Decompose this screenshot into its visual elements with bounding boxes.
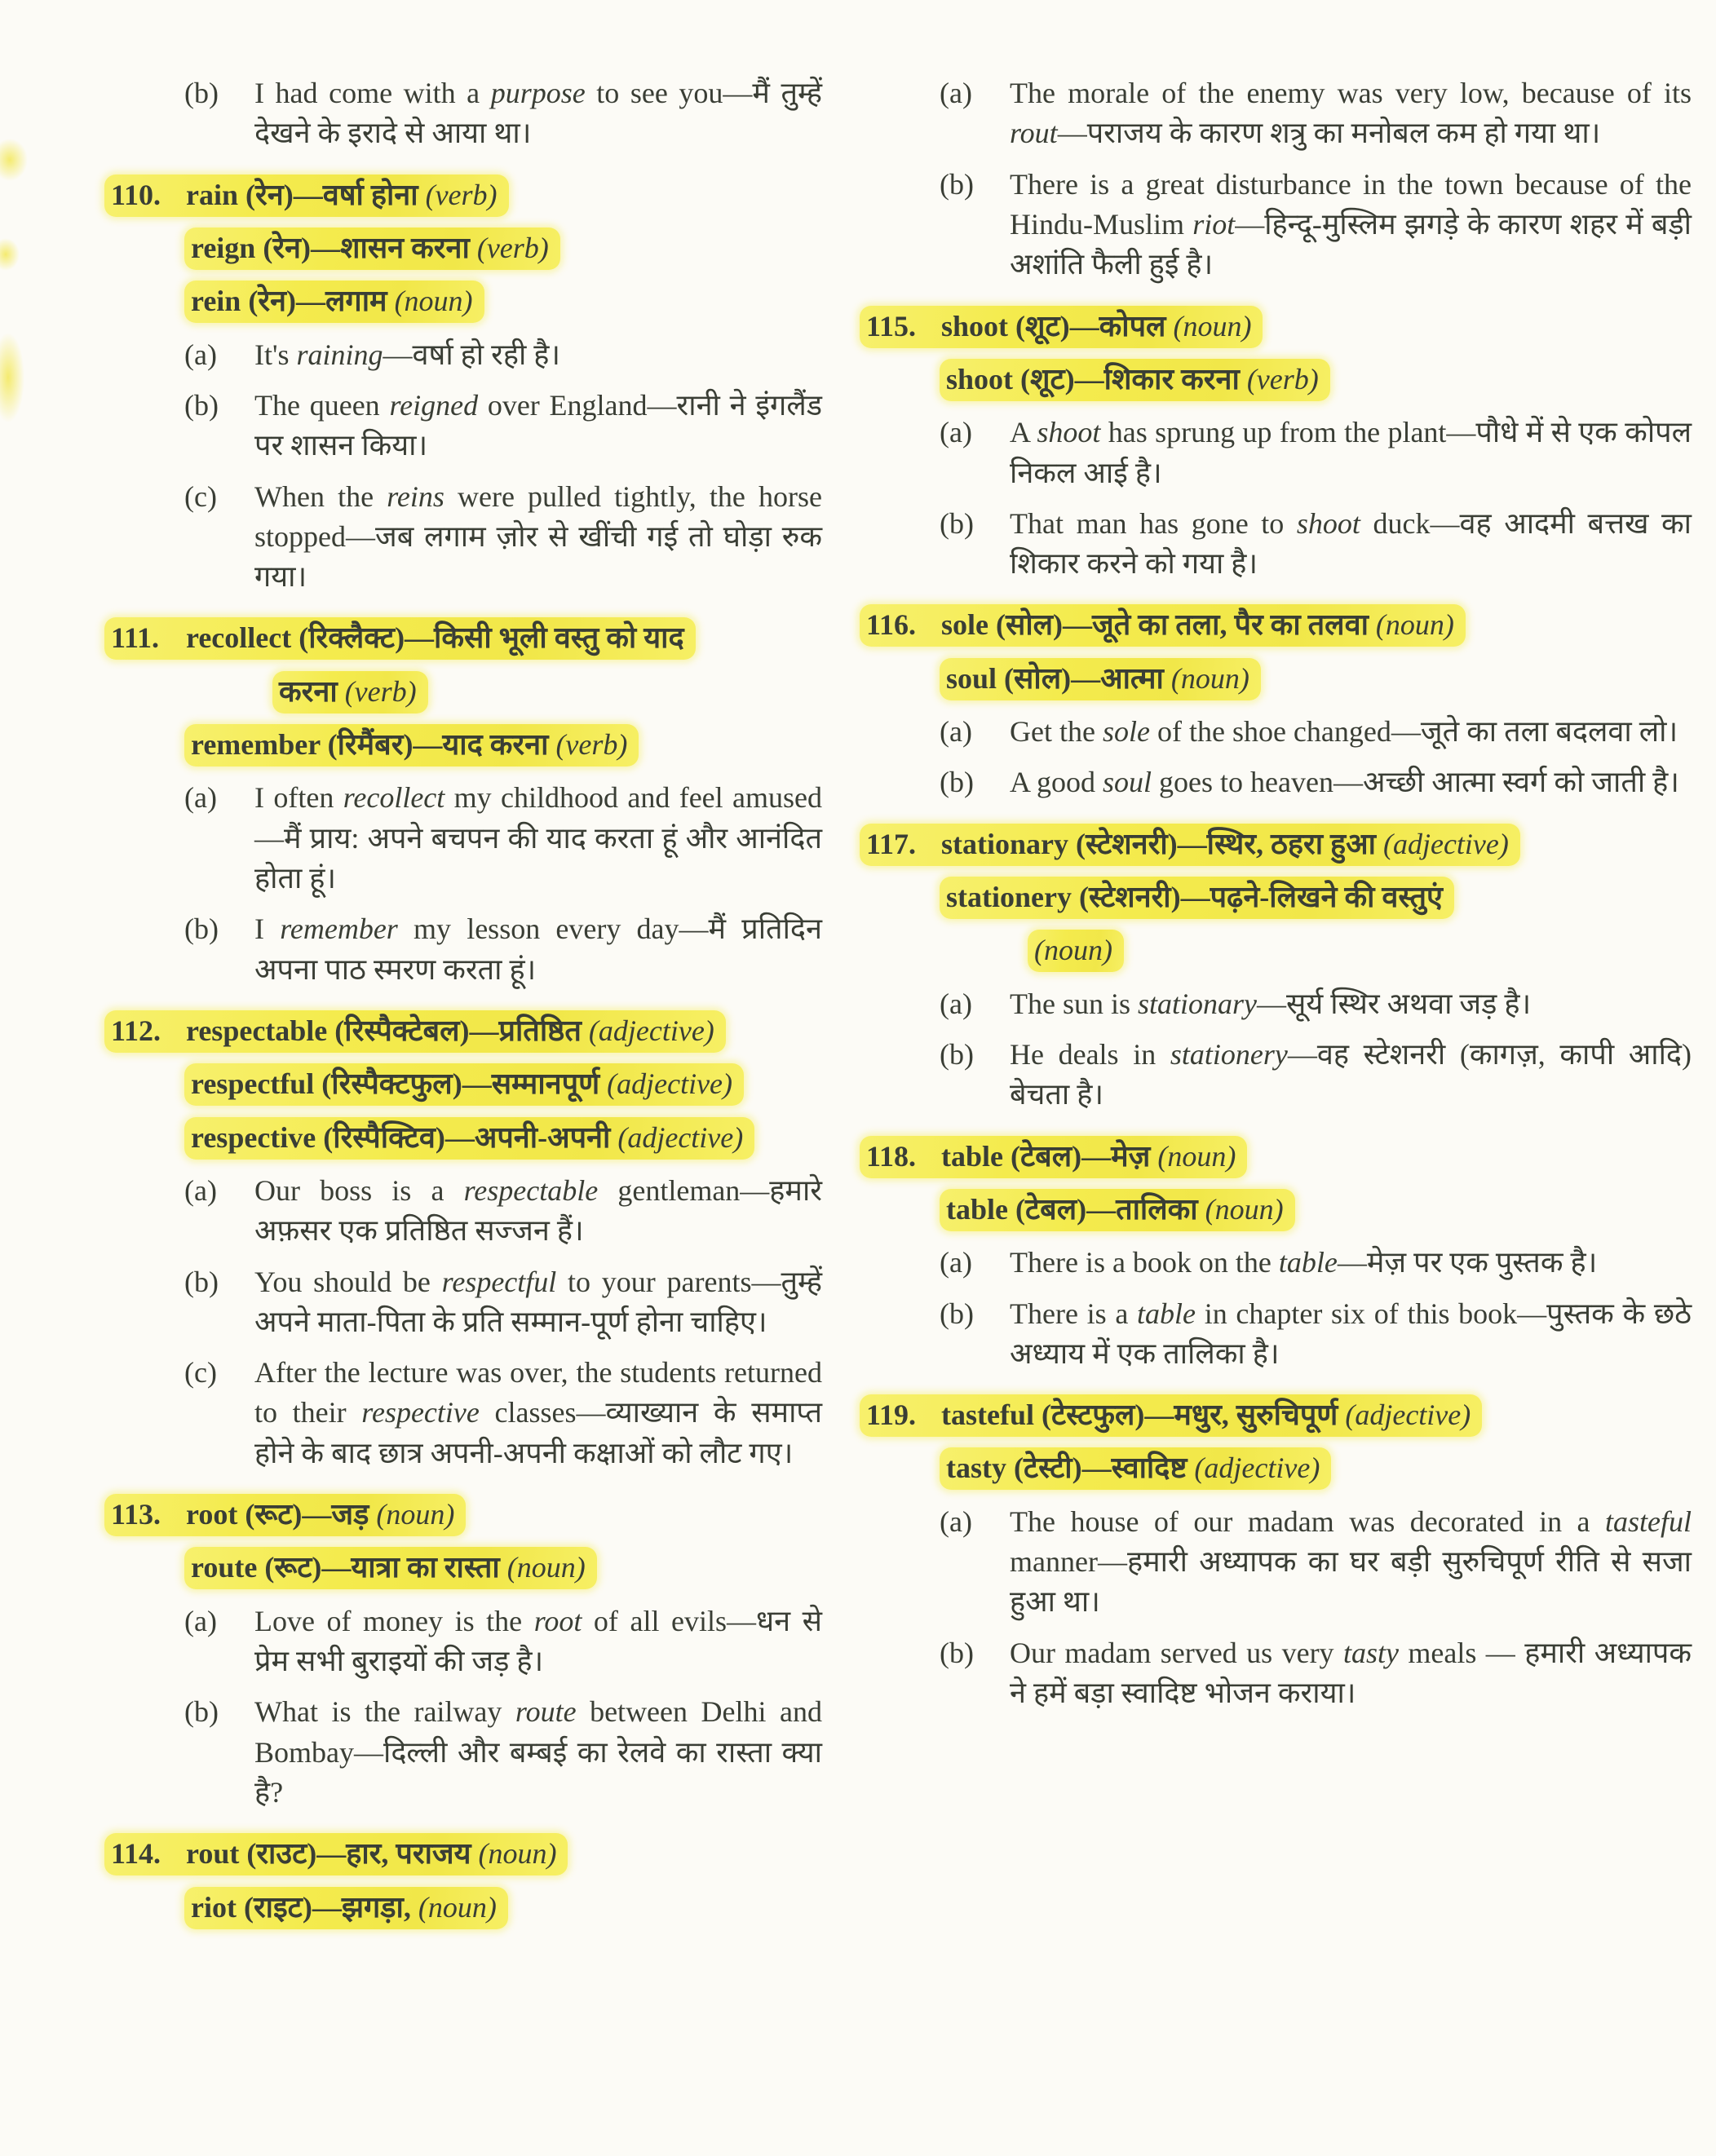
- text-segment: (adjective): [617, 1120, 744, 1154]
- text-segment: (रिक्लैक्ट)—किसी भूली वस्तु को याद: [291, 621, 684, 655]
- highlight-stroke: [104, 617, 696, 660]
- example-text: [1010, 504, 1695, 585]
- entry-111: [104, 618, 825, 990]
- text-segment: tasteful: [941, 1398, 1034, 1432]
- highlight-stroke: [184, 228, 560, 270]
- headword-line: [860, 605, 1695, 645]
- text-segment: (सोल)—जूते का तला, पैर का तलवा: [988, 608, 1376, 642]
- text-segment: sole: [1102, 715, 1150, 749]
- example-label: (a): [184, 781, 217, 815]
- text-segment: (राउट)—हार, पराजय: [239, 1837, 479, 1871]
- example-text: [254, 1692, 825, 1813]
- entry-number: 118.: [866, 1139, 917, 1173]
- example-item: [940, 712, 1695, 752]
- text-segment: (रेन)—लगाम: [241, 285, 395, 318]
- text-segment: respectable: [463, 1173, 599, 1207]
- text-segment: There is a book on the: [1010, 1246, 1279, 1279]
- entry-number: 111.: [111, 621, 160, 655]
- highlight-stroke: [184, 1117, 754, 1160]
- example-text: [254, 778, 825, 899]
- column-left: [104, 68, 825, 2140]
- entry-number: 116.: [866, 608, 917, 642]
- text-segment: tasty: [1342, 1636, 1399, 1669]
- example-item: [184, 778, 825, 899]
- text-segment: over England—रानी ने इंगलैंड पर शासन किया।: [254, 388, 822, 462]
- text-segment: respectful: [191, 1067, 315, 1101]
- text-segment: (noun): [376, 1498, 455, 1531]
- text-segment: —वह स्टेशनरी (कागज़, कापी आदि) बेचता है।: [1010, 1037, 1692, 1111]
- highlight-stroke: [104, 1010, 726, 1053]
- example-item: [184, 477, 825, 598]
- headword-line: [940, 1190, 1695, 1230]
- text-segment: (टेबल)—मेज़: [1003, 1139, 1158, 1173]
- text-segment: rein: [191, 285, 241, 318]
- text-segment: I often: [254, 781, 343, 815]
- example-text: [254, 1602, 825, 1682]
- entry-number: 115.: [866, 309, 917, 342]
- text-segment: (adjective): [607, 1067, 733, 1101]
- text-segment: That man has gone to: [1010, 506, 1297, 540]
- text-segment: (रिस्पैक्टिव)—अपनी-अपनी: [316, 1120, 618, 1154]
- text-segment: to your parents—तुम्हें अपने माता-पिता के प्रति सम्मान-पूर्ण होना चाहिए।: [254, 1265, 822, 1338]
- headword-line: [860, 307, 1695, 347]
- text-segment: duck—वह आदमी बत्तख का शिकार करने को गया है।: [1010, 506, 1692, 581]
- text-segment: (noun): [1205, 1192, 1284, 1226]
- entry-110: [104, 175, 825, 598]
- text-segment: gentleman—हमारे अफ़सर एक प्रतिष्ठित सज्जन हैं।: [254, 1173, 823, 1248]
- entry-number: 112.: [111, 1014, 161, 1047]
- text-segment: Get the: [1010, 715, 1103, 749]
- text-segment: A good: [1010, 766, 1103, 799]
- text-segment: raining: [296, 338, 383, 371]
- text-segment: reign: [191, 231, 256, 264]
- text-segment: between Delhi and Bombay—दिल्ली और बम्बई का रेलवे का रास्ता क्या है?: [254, 1695, 822, 1809]
- example-text: [254, 335, 825, 375]
- text-segment: After the lecture was over, the students returned to their: [254, 1356, 822, 1429]
- text-segment: (टेबल)—तालिका: [1008, 1192, 1205, 1226]
- example-label: (a): [940, 987, 972, 1020]
- headword-line: [184, 1888, 825, 1928]
- example-text: [254, 1262, 825, 1343]
- text-segment: in chapter six of this book—पुस्तक के छठे अध्याय में एक तालिका है।: [1010, 1297, 1692, 1370]
- text-segment: A: [1010, 416, 1037, 449]
- example-text: [1010, 1243, 1695, 1283]
- text-segment: shoot: [1037, 416, 1101, 449]
- text-segment: (स्टेशनरी)—पढ़ने-लिखने की वस्तुएं: [1071, 881, 1443, 913]
- entry-number: 117.: [866, 827, 917, 860]
- text-segment: (noun): [478, 1837, 557, 1871]
- example-label: (c): [184, 479, 217, 513]
- example-item: [184, 1353, 825, 1473]
- text-segment: stationery: [946, 881, 1072, 913]
- text-segment: —हिन्दू-मुस्लिम झगड़े के कारण शहर में बड़ी अशांति फैली हुई है।: [1010, 207, 1692, 281]
- text-segment: riot: [1192, 207, 1236, 241]
- text-segment: (राइट)—झगड़ा,: [236, 1890, 418, 1924]
- text-segment: meals — हमारी अध्यापक ने हमें बड़ा स्वादिष्ट भोजन कराया।: [1010, 1636, 1692, 1709]
- highlight-stroke: [104, 1494, 466, 1536]
- text-segment: There is a great disturbance in the town because of the Hindu-Muslim: [1010, 167, 1692, 241]
- text-segment: rout: [1010, 117, 1058, 150]
- example-item: [184, 1171, 825, 1252]
- example-label: (a): [184, 1173, 217, 1207]
- text-segment: classes—व्याख्यान के समाप्त होने के बाद छात्र अपनी-अपनी कक्षाओं को लौट गए।: [254, 1396, 822, 1469]
- text-segment: (शूट)—शिकार करना: [1013, 362, 1247, 395]
- entry-115: [860, 307, 1695, 585]
- text-segment: riot: [191, 1890, 237, 1924]
- highlight-stroke: [104, 175, 509, 217]
- example-text: [1010, 984, 1695, 1024]
- headword-line: [184, 725, 825, 765]
- example-label: (a): [940, 77, 972, 109]
- example-text: [1010, 1633, 1695, 1714]
- example-label: (a): [940, 1246, 972, 1279]
- text-segment: (verb): [1246, 362, 1319, 395]
- highlight-stroke: [860, 604, 1466, 647]
- entry-112: [104, 1011, 825, 1473]
- text-segment: (noun): [418, 1890, 497, 1924]
- text-segment: (adjective): [588, 1014, 714, 1047]
- example-item: [184, 386, 825, 466]
- text-segment: मैं तुम्हें देखने के इरादे से आया था।: [254, 77, 823, 150]
- example-item: [940, 1035, 1695, 1116]
- example-label: (b): [940, 1297, 974, 1330]
- text-segment: of the shoe changed—जूते का तला बदलवा लो।: [1149, 715, 1678, 749]
- text-segment: —पराजय के कारण शत्रु का मनोबल कम हो गया था।: [1057, 117, 1601, 150]
- text-segment: recollect: [186, 621, 292, 655]
- headword-line: [272, 672, 825, 712]
- text-segment: respectable: [186, 1014, 328, 1047]
- highlight-stroke: [940, 1189, 1295, 1231]
- example-label: (b): [940, 167, 974, 201]
- text-segment: respective: [191, 1120, 316, 1154]
- text-segment: (adjective): [1345, 1398, 1471, 1432]
- highlight-stroke: [184, 724, 639, 767]
- example-label: (a): [940, 715, 972, 749]
- highlight-stroke: [860, 824, 1520, 866]
- text-segment: I had come with a: [254, 77, 491, 109]
- text-segment: sole: [941, 608, 988, 642]
- text-segment: (शूट)—कोपल: [1008, 309, 1174, 342]
- text-segment: soul: [1103, 766, 1152, 799]
- text-segment: The sun is: [1010, 987, 1138, 1020]
- text-segment: There is a: [1010, 1297, 1138, 1330]
- highlight-stroke: [940, 359, 1330, 401]
- example-item: [184, 335, 825, 375]
- text-segment: stationary: [941, 827, 1068, 860]
- text-segment: table: [946, 1192, 1008, 1226]
- text-segment: (टेस्टी)—स्वादिष्ट: [1006, 1451, 1195, 1485]
- text-segment: (रिमैंबर)—याद करना: [320, 728, 556, 762]
- headword-line: [104, 618, 825, 658]
- text-segment: remember: [191, 728, 321, 762]
- example-label: (a): [940, 416, 972, 449]
- text-segment: (noun): [1173, 309, 1252, 342]
- highlight-stroke: [184, 1063, 744, 1106]
- text-segment: When the: [254, 479, 387, 513]
- example-text: [254, 1171, 825, 1252]
- text-segment: (रूट)—यात्रा का रास्ता: [257, 1551, 507, 1584]
- text-segment: shoot: [1296, 506, 1360, 540]
- entry-number: 113.: [111, 1498, 161, 1531]
- highlighter-smudge-icon: [0, 238, 20, 271]
- example-item: [940, 984, 1695, 1024]
- headword-line: [104, 1834, 825, 1874]
- highlighter-smudge-icon: [0, 139, 28, 181]
- text-segment: (verb): [344, 674, 417, 708]
- text-segment: reigned: [389, 388, 479, 422]
- example-item: [940, 762, 1695, 802]
- text-segment: soul: [946, 661, 997, 695]
- example-text: [254, 909, 825, 990]
- text-segment: The queen: [254, 388, 390, 422]
- example-text: [1010, 1035, 1695, 1116]
- text-segment: remember: [280, 912, 398, 946]
- example-text: [254, 1353, 825, 1473]
- example-item: [940, 1502, 1695, 1623]
- text-segment: Love of money is the: [254, 1604, 534, 1637]
- entry-114: [104, 1834, 825, 1928]
- text-segment: my childhood and feel amused—मैं प्राय: अपने बचपन की याद करता हूं और आनंदित होता हूं।: [254, 781, 822, 895]
- example-text: [254, 477, 825, 598]
- headword-line: [184, 1064, 825, 1104]
- text-segment: (सोल)—आत्मा: [997, 661, 1171, 695]
- highlight-stroke: [184, 281, 484, 323]
- text-segment: manner—हमारी अध्यापक का घर बड़ी सुरुचिपूर्ण रीति से सजा हुआ था।: [1010, 1545, 1692, 1619]
- highlight-stroke: [184, 1547, 597, 1589]
- headword-line: [184, 1118, 825, 1158]
- example-item: [184, 909, 825, 990]
- headword-line: [860, 1137, 1695, 1177]
- headword-line: [184, 1548, 825, 1588]
- entry-113: [104, 1495, 825, 1813]
- text-segment: (noun): [1034, 934, 1112, 967]
- text-segment: (verb): [555, 728, 628, 762]
- entry-number: 119.: [866, 1398, 917, 1432]
- text-segment: (रूट)—जड़: [237, 1498, 377, 1531]
- text-segment: The morale of the enemy was very low, because of its: [1010, 77, 1692, 109]
- example-label: (b): [184, 1695, 219, 1729]
- example-label: (a): [940, 1504, 972, 1538]
- text-segment: (noun): [394, 285, 473, 318]
- headword-line: [860, 1395, 1695, 1435]
- example-text: [1010, 413, 1695, 493]
- text-segment: shoot: [941, 309, 1009, 342]
- text-segment: It's: [254, 338, 297, 371]
- text-segment: rain: [186, 178, 239, 211]
- text-segment: He deals in: [1010, 1037, 1170, 1071]
- text-segment: route: [515, 1695, 577, 1729]
- text-segment: stationary: [1138, 987, 1258, 1020]
- text-segment: (verb): [425, 178, 498, 211]
- example-text: [254, 386, 825, 466]
- headword-line: [940, 360, 1695, 400]
- entry-118: [860, 1137, 1695, 1375]
- text-segment: tasteful: [1605, 1504, 1692, 1538]
- text-segment: to see you—: [585, 77, 753, 109]
- text-segment: The house of our madam was decorated in a: [1010, 1504, 1605, 1538]
- text-segment: were pulled tightly, the horse stopped—जब लगाम ज़ोर से खींची गई तो घोड़ा रुक गया।: [254, 479, 823, 594]
- example-text: [254, 73, 825, 154]
- text-segment: of all evils—धन से प्रेम सभी बुराइयों की जड़ है।: [254, 1604, 822, 1677]
- column-right: [860, 68, 1695, 2140]
- text-segment: table: [941, 1139, 1003, 1173]
- example-item: [184, 1262, 825, 1343]
- text-segment: route: [191, 1551, 258, 1584]
- text-segment: root: [186, 1498, 238, 1531]
- text-segment: table: [1278, 1246, 1338, 1279]
- headword-line: [104, 1495, 825, 1535]
- example-text: [1010, 165, 1695, 285]
- text-segment: Our boss is a: [254, 1173, 464, 1207]
- text-segment: (रेन)—शासन करना: [255, 231, 477, 264]
- example-item: [940, 165, 1695, 285]
- text-segment: (रिस्पैक्टफुल)—सम्मानपूर्ण: [314, 1067, 608, 1101]
- text-segment: You should be: [254, 1265, 442, 1298]
- text-segment: What is the railway: [254, 1695, 515, 1729]
- entry-116: [860, 605, 1695, 802]
- highlight-stroke: [940, 1447, 1331, 1490]
- text-segment: I: [254, 912, 281, 946]
- text-segment: (adjective): [1194, 1451, 1320, 1485]
- text-segment: shoot: [946, 362, 1014, 395]
- text-segment: (adjective): [1382, 827, 1509, 860]
- text-segment: (noun): [1170, 661, 1249, 695]
- text-segment: (verb): [476, 231, 549, 264]
- example-label: (b): [184, 1265, 219, 1298]
- headword-line: [940, 1448, 1695, 1488]
- text-segment: (रेन)—वर्षा होना: [238, 178, 426, 211]
- text-segment: (रिस्पैक्टेबल)—प्रतिष्ठित: [327, 1014, 589, 1047]
- example-item: [940, 73, 1695, 154]
- headword-line: [184, 281, 825, 321]
- example-label: (b): [940, 1636, 974, 1669]
- text-segment: (टेस्टफुल)—मधुर, सुरुचिपूर्ण: [1033, 1398, 1346, 1432]
- headword-line: [940, 877, 1695, 917]
- entry-number: 110.: [111, 178, 161, 211]
- entry-117: [860, 824, 1695, 1116]
- text-segment: has sprung up from the plant—पौधे में से एक कोपल निकल आई है।: [1010, 416, 1692, 489]
- example-item: [940, 504, 1695, 585]
- example-label: (b): [184, 388, 219, 422]
- text-segment: respectful: [441, 1265, 557, 1298]
- example-item: [184, 1692, 825, 1813]
- text-segment: (noun): [1375, 608, 1454, 642]
- example-label: (b): [184, 912, 219, 946]
- highlight-stroke: [860, 1136, 1247, 1178]
- example-label: (a): [184, 1604, 217, 1637]
- highlight-stroke: [940, 658, 1261, 700]
- headword-line: [1028, 930, 1695, 970]
- example-item: [940, 1243, 1695, 1283]
- text-segment: —वर्षा हो रही है।: [383, 338, 561, 371]
- example-label: (c): [184, 1356, 217, 1389]
- highlight-stroke: [184, 1887, 508, 1929]
- headword-line: [104, 175, 825, 215]
- example-text: [1010, 1502, 1695, 1623]
- example-item: [184, 73, 825, 154]
- example-item: [940, 413, 1695, 493]
- headword-line: [940, 659, 1695, 699]
- headword-line: [104, 1011, 825, 1051]
- highlight-stroke: [940, 877, 1454, 919]
- highlight-stroke: [104, 1833, 568, 1875]
- text-segment: —मेज़ पर एक पुस्तक है।: [1337, 1246, 1598, 1279]
- text-segment: rout: [186, 1837, 240, 1871]
- text-segment: reins: [387, 479, 444, 513]
- text-segment: करना: [279, 674, 345, 708]
- example-label: (a): [184, 338, 217, 371]
- text-segment: stationery: [1170, 1037, 1288, 1071]
- highlight-stroke: [1028, 930, 1124, 972]
- text-segment: (स्टेशनरी)—स्थिर, ठहरा हुआ: [1068, 827, 1383, 860]
- highlight-stroke: [860, 1394, 1482, 1437]
- example-item: [940, 1294, 1695, 1375]
- text-segment: (noun): [1157, 1139, 1236, 1173]
- example-text: [1010, 1294, 1695, 1375]
- entry-119: [860, 1395, 1695, 1713]
- text-segment: tasty: [946, 1451, 1006, 1485]
- example-label: (b): [184, 77, 219, 109]
- highlight-stroke: [272, 671, 428, 714]
- example-label: (b): [940, 766, 974, 799]
- text-segment: root: [533, 1604, 582, 1637]
- text-segment: Our madam served us very: [1010, 1636, 1343, 1669]
- text-segment: (noun): [506, 1551, 586, 1584]
- text-segment: respective: [361, 1396, 480, 1429]
- example-text: [1010, 73, 1695, 154]
- example-text: [1010, 712, 1695, 752]
- highlighter-smudge-icon: [0, 333, 24, 422]
- headword-line: [184, 228, 825, 268]
- example-label: (b): [940, 506, 974, 540]
- highlight-stroke: [860, 306, 1263, 348]
- example-label: (b): [940, 1037, 974, 1071]
- text-segment: my lesson every day—मैं प्रतिदिन अपना पाठ स्मरण करता हूं।: [254, 912, 822, 986]
- entry-number: 114.: [111, 1837, 161, 1871]
- headword-line: [860, 824, 1695, 864]
- text-segment: purpose: [490, 77, 586, 109]
- text-segment: table: [1137, 1297, 1196, 1330]
- example-item: [940, 1633, 1695, 1714]
- example-item: [184, 1602, 825, 1682]
- example-text: [1010, 762, 1695, 802]
- text-segment: goes to heaven—अच्छी आत्मा स्वर्ग को जाती है।: [1152, 766, 1679, 799]
- text-segment: recollect: [343, 781, 445, 815]
- text-segment: —सूर्य स्थिर अथवा जड़ है।: [1257, 987, 1532, 1020]
